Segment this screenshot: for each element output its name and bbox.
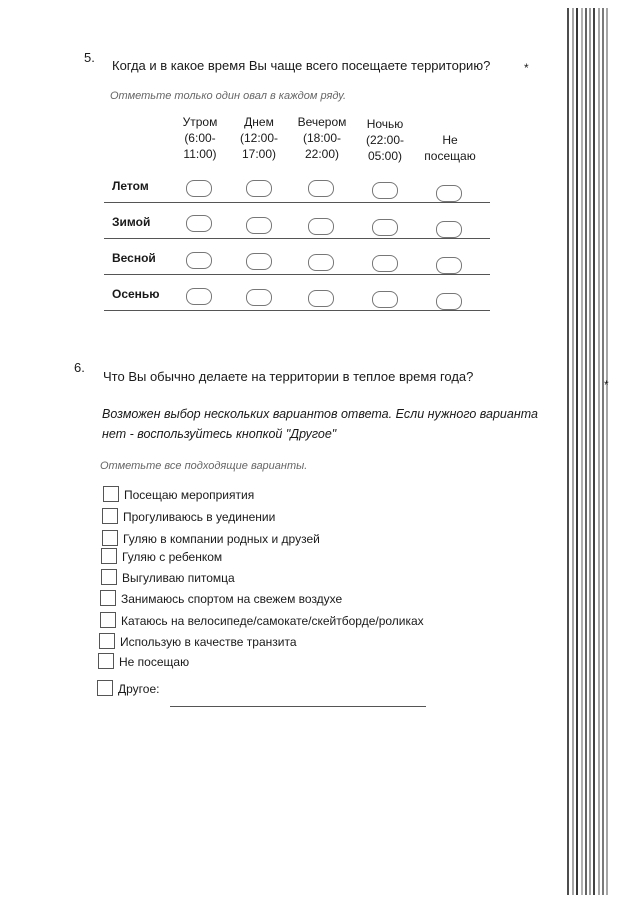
checkbox[interactable] <box>103 486 119 502</box>
row-label-summer: Летом <box>112 179 149 193</box>
checkbox[interactable] <box>100 612 116 628</box>
radio-oval[interactable] <box>308 180 334 197</box>
radio-oval[interactable] <box>436 257 462 274</box>
column-header-day: Днем (12:00- 17:00) <box>239 115 279 161</box>
question-6-title: Что Вы обычно делаете на территории в теплое время года? <box>103 369 474 384</box>
required-mark-side: * <box>604 378 609 392</box>
radio-oval[interactable] <box>308 218 334 235</box>
radio-oval[interactable] <box>308 254 334 271</box>
radio-oval[interactable] <box>372 291 398 308</box>
radio-oval[interactable] <box>186 215 212 232</box>
radio-oval[interactable] <box>186 252 212 269</box>
checkbox[interactable] <box>101 569 117 585</box>
checkbox[interactable] <box>98 653 114 669</box>
question-6-number: 6. <box>74 360 85 375</box>
radio-oval[interactable] <box>372 182 398 199</box>
checkbox[interactable] <box>101 548 117 564</box>
checkbox[interactable] <box>102 530 118 546</box>
question-6-hint: Отметьте все подходящие варианты. <box>100 460 308 472</box>
radio-oval[interactable] <box>308 290 334 307</box>
radio-oval[interactable] <box>246 253 272 270</box>
row-label-spring: Весной <box>112 251 156 265</box>
row-label-autumn: Осенью <box>112 287 160 301</box>
grid-row-spring <box>104 238 490 275</box>
column-header-morning: Утром (6:00- 11:00) <box>182 115 218 161</box>
question-6-description: Возможен выбор нескольких вариантов ответа. Если нужного варианта нет - воспользуйтесь кнопкой "Другое" <box>102 407 538 441</box>
question-5-title: Когда и в какое время Вы чаще всего посещаете территорию? <box>112 58 491 73</box>
radio-oval[interactable] <box>436 293 462 310</box>
scan-margin-lines <box>566 0 610 906</box>
checkbox[interactable] <box>99 633 115 649</box>
radio-oval[interactable] <box>372 255 398 272</box>
question-5-hint: Отметьте только один овал в каждом ряду. <box>110 90 347 102</box>
radio-oval[interactable] <box>372 219 398 236</box>
question-5-number: 5. <box>84 50 95 65</box>
form-page: 5. Когда и в какое время Вы чаще всего посещаете территорию? * Отметьте только один овал в каждом ряду. Утром (6:00- 11:00) Днем (12:00- 17:00) Вечером (18:00- 22:00) Ночью (22:00- 05:00) Не посещаю Летом Зимой Весной Осенью 6. Что Вы обычно делаете на территории в теплое время года? * Возможен выбор нескольких вариантов ответа. Если нужного варианта нет - воспользуйтесь кнопкой "Другое" Отметьте все подходящие варианты. Посещаю мероприятия Прогуливаюсь в уединении Гуляю в компании родных и друзей Гуляю с ребенком Выгуливаю питомца Занимаюсь спортом на свежем воздухе Катаюсь на велосипеде/самокате/скейтборде/роликах Использую в качестве транзита Не посещаю Другое: <box>0 0 641 906</box>
radio-oval[interactable] <box>436 221 462 238</box>
column-header-evening: Вечером (18:00- 22:00) <box>297 115 347 161</box>
radio-oval[interactable] <box>436 185 462 202</box>
row-label-winter: Зимой <box>112 215 151 229</box>
radio-oval[interactable] <box>246 180 272 197</box>
checkbox[interactable] <box>100 590 116 606</box>
radio-oval[interactable] <box>186 288 212 305</box>
grid-row-autumn <box>104 274 490 311</box>
checkbox[interactable] <box>97 680 113 696</box>
required-mark: * <box>524 61 529 75</box>
other-text-input[interactable] <box>170 706 426 707</box>
column-header-never: Не посещаю <box>424 133 476 163</box>
column-header-night: Ночью (22:00- 05:00) <box>365 117 405 163</box>
grid-row-summer <box>104 166 490 203</box>
radio-oval[interactable] <box>246 217 272 234</box>
checkbox[interactable] <box>102 508 118 524</box>
radio-oval[interactable] <box>246 289 272 306</box>
radio-oval[interactable] <box>186 180 212 197</box>
grid-row-winter <box>104 202 490 239</box>
